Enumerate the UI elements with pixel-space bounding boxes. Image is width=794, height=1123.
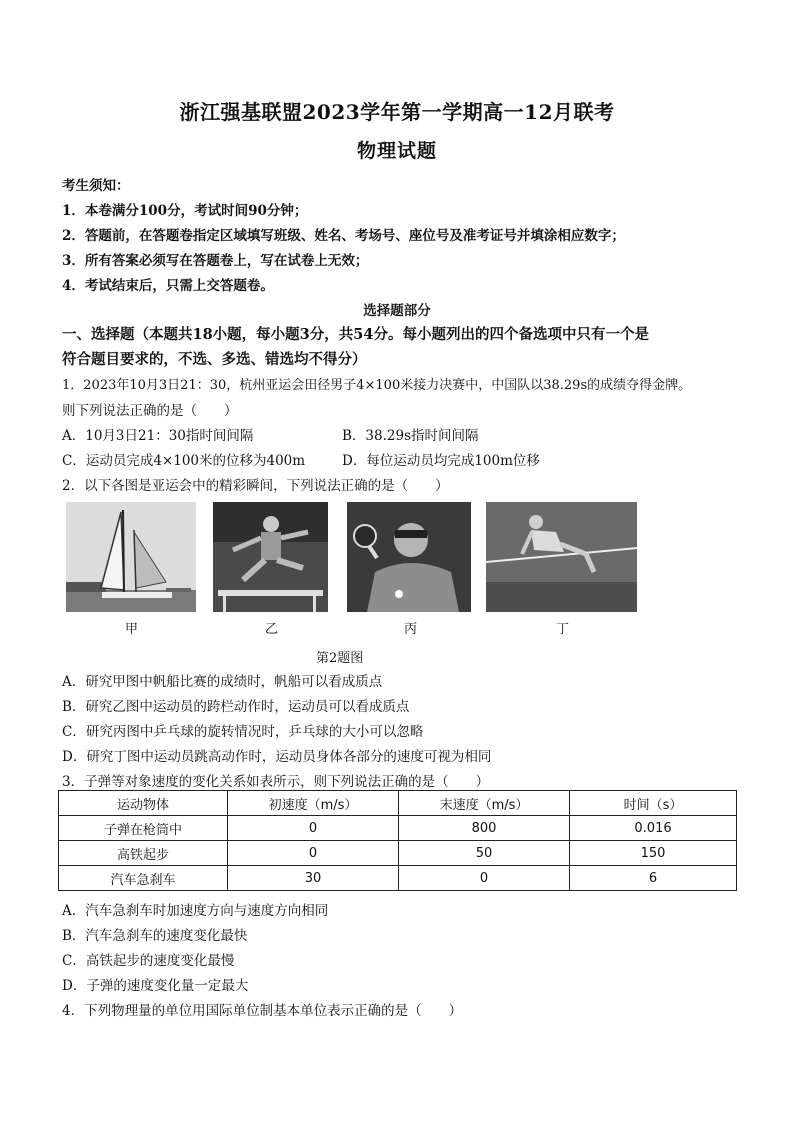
- table-header-cell: 时间（s）: [570, 791, 737, 816]
- exam-subtitle: 物理试题: [356, 140, 437, 162]
- q2-stem: 2．以下各图是亚运会中的精彩瞬间，下列说法正确的是（ ）: [62, 478, 449, 494]
- hurdler-photo: [213, 502, 328, 612]
- exam-title: 浙江强基联盟2023学年第一学期高一12月联考: [179, 100, 615, 124]
- q3-option-a: A．汽车急刹车时加速度方向与速度方向相同: [62, 903, 329, 919]
- table-cell: 50: [399, 841, 570, 866]
- section-part-title: 选择题部分: [363, 303, 431, 319]
- q3-stem: 3．子弹等对象速度的变化关系如表所示，则下列说法正确的是（ ）: [62, 774, 490, 790]
- table-header-row: [59, 791, 737, 816]
- table-cell: 0: [399, 866, 570, 891]
- notice-item-3: 3．所有答案必须写在答题卷上，写在试卷上无效；: [62, 253, 369, 269]
- table-cell: 800: [399, 816, 570, 841]
- table-cell: 6: [570, 866, 737, 891]
- table-row: [59, 866, 737, 891]
- photo-label-yi: 乙: [265, 622, 279, 637]
- q2-option-d: D．研究丁图中运动员跳高动作时，运动员身体各部分的速度可视为相同: [62, 749, 492, 765]
- section-intro-line-1: 一、选择题（本题共18小题，每小题3分，共54分。每小题列出的四个备选项中只有一个是: [62, 326, 649, 343]
- table-cell: 0: [228, 816, 399, 841]
- q1-stem-line-2: 则下列说法正确的是（ ）: [62, 403, 238, 419]
- photo-label-bing: 丙: [404, 622, 418, 637]
- table-header-cell: 运动物体: [59, 791, 228, 816]
- q3-table: [58, 790, 737, 891]
- notice-item-4: 4．考试结束后，只需上交答题卷。: [62, 278, 274, 294]
- q2-option-c: C．研究丙图中乒乓球的旋转情况时，乒乓球的大小可以忽略: [62, 724, 424, 740]
- table-tennis-photo: [347, 502, 471, 612]
- notice-item-1: 1．本卷满分100分，考试时间90分钟；: [62, 203, 308, 219]
- notice-heading: 考生须知：: [62, 178, 130, 194]
- q4-stem: 4．下列物理量的单位用国际单位制基本单位表示正确的是（ ）: [62, 1003, 463, 1019]
- q1-stem-line-1: 1．2023年10月3日21：30，杭州亚运会田径男子4×100米接力决赛中，中国队以38.29s的成绩夺得金牌。: [62, 378, 692, 393]
- q3-option-b: B．汽车急刹车的速度变化最快: [62, 928, 248, 944]
- figure-caption: 第2题图: [316, 651, 364, 666]
- q3-option-d: D．子弹的速度变化量一定最大: [62, 978, 249, 994]
- q1-option-a: A．10月3日21：30指时间间隔: [62, 428, 254, 444]
- q2-option-a: A．研究甲图中帆船比赛的成绩时，帆船可以看成质点: [62, 674, 383, 690]
- sailboat-photo: [66, 502, 196, 612]
- table-cell: 汽车急刹车: [59, 866, 228, 891]
- table-cell: 子弹在枪筒中: [59, 816, 228, 841]
- photo-label-jia: 甲: [125, 622, 139, 637]
- q2-option-b: B．研究乙图中运动员的跨栏动作时，运动员可以看成质点: [62, 699, 410, 715]
- high-jump-photo: [486, 502, 637, 612]
- q1-option-b: B．38.29s指时间间隔: [342, 428, 479, 444]
- table-cell: 30: [228, 866, 399, 891]
- section-intro-line-2: 符合题目要求的，不选、多选、错选均不得分）: [62, 351, 367, 368]
- notice-item-2: 2．答题前，在答题卷指定区域填写班级、姓名、考场号、座位号及准考证号并填涂相应数字；: [62, 228, 625, 244]
- table-cell: 0: [228, 841, 399, 866]
- table-cell: 0.016: [570, 816, 737, 841]
- table-header-cell: 初速度（m/s）: [228, 791, 399, 816]
- q1-option-c: C．运动员完成4×100米的位移为400m: [62, 453, 306, 469]
- table-row: [59, 816, 737, 841]
- table-row: [59, 841, 737, 866]
- table-cell: 150: [570, 841, 737, 866]
- q1-option-d: D．每位运动员均完成100m位移: [342, 453, 540, 469]
- q3-option-c: C．高铁起步的速度变化最慢: [62, 953, 235, 969]
- photo-label-ding: 丁: [556, 622, 570, 637]
- table-header-cell: 末速度（m/s）: [399, 791, 570, 816]
- table-cell: 高铁起步: [59, 841, 228, 866]
